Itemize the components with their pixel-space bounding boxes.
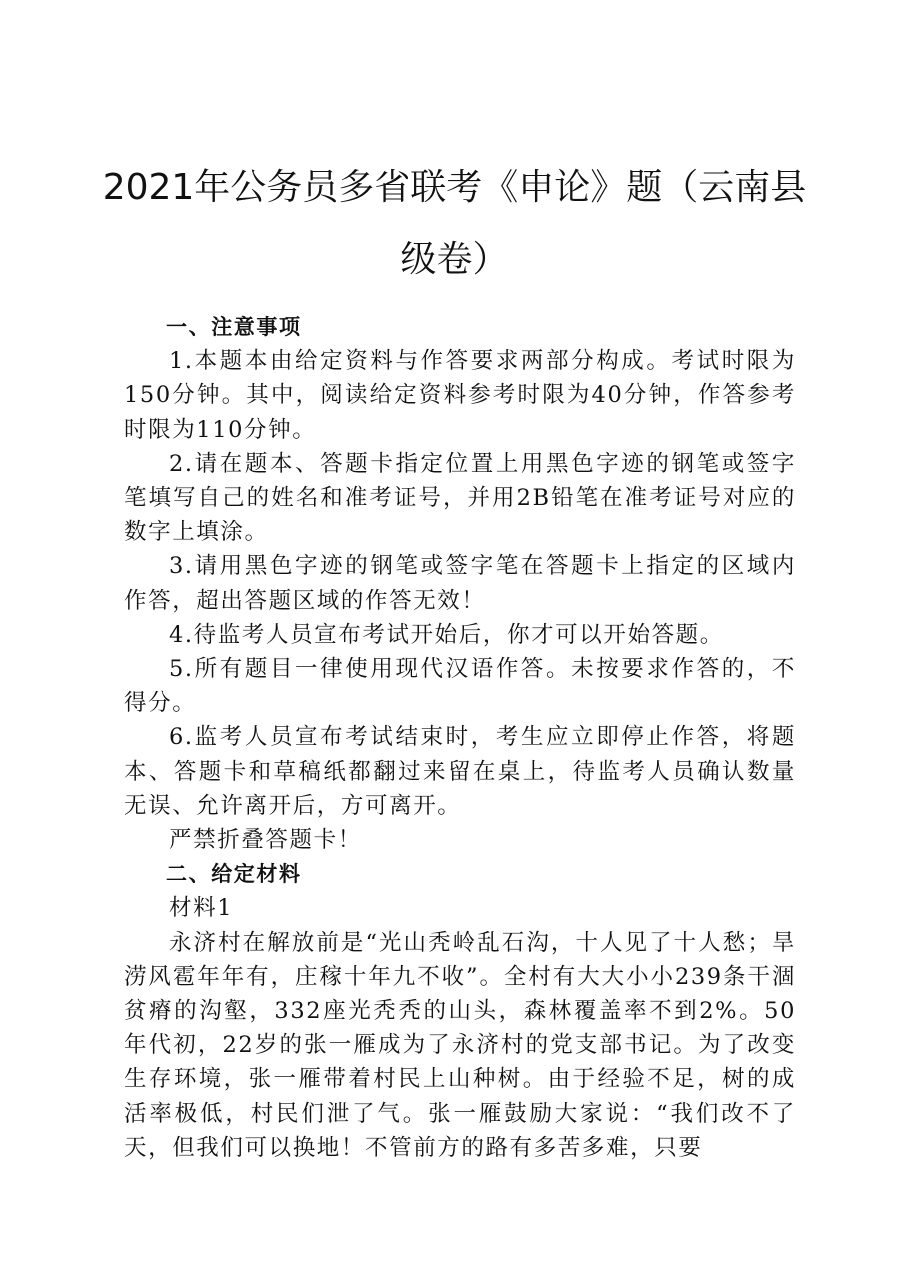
note-item-2: 2.请在题本、答题卡指定位置上用黑色字迹的钢笔或签字笔填写自己的姓名和准考证号，并用2B铅笔在准考证号对应的数字上填涂。 — [124, 450, 796, 546]
material-label: 材料1 — [169, 895, 234, 922]
section-heading-notes: 一、注意事项 — [166, 315, 302, 339]
note-item-5: 5.所有题目一律使用现代汉语作答。未按要求作答的，不得分。 — [124, 656, 796, 717]
note-item-3: 3.请用黑色字迹的钢笔或签字笔在答题卡上指定的区域内作答，超出答题区域的作答无效！ — [124, 553, 796, 614]
document-body — [124, 310, 796, 1165]
note-item-1: 1.本题本由给定资料与作答要求两部分构成。考试时限为150分钟。其中，阅读给定资料参考时限为40分钟，作答参考时限为110分钟。 — [124, 348, 796, 443]
document-title: 2021年公务员多省联考《申论》题（云南县级卷） — [102, 167, 807, 280]
warning-text: 严禁折叠答题卡！ — [169, 827, 362, 854]
section-heading-materials: 二、给定材料 — [166, 862, 302, 887]
material-paragraph: 永济村在解放前是“光山秃岭乱石沟，十人见了十人愁；旱涝风雹年年有，庄稼十年九不收”。全村有大大小小239条干涸贫瘠的沟壑，332座光秃秃的山头，森林覆盖率不到2%。50年代初，22岁的张一雁成为了永济村的党支部书记。为了改变生存环境，张一雁带着村民上山种树。由于经验不足，树的成活率极低，村民们泄了气。张一雁鼓励大家说：“我们改不了天，但我们可以换地！不管前方的路有多苦多难，只要 — [124, 929, 796, 1161]
note-item-6: 6.监考人员宣布考试结束时，考生应立即停止作答，将题本、答题卡和草稿纸都翻过来留在桌上，待监考人员确认数量无误、允许离开后，方可离开。 — [124, 724, 796, 819]
note-item-4: 4.待监考人员宣布考试开始后，你才可以开始答题。 — [169, 621, 724, 648]
